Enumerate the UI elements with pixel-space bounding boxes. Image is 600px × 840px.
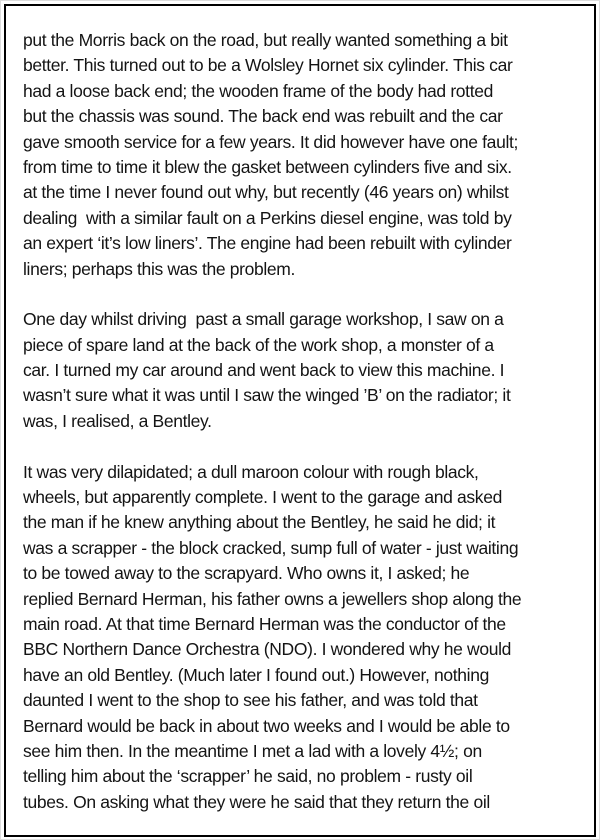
text-line: liners; perhaps this was the problem. [23, 258, 296, 279]
text-line: better. This turned out to be a Wolsley Hornet six cylinder. This car [23, 55, 513, 76]
text-line: see him then. In the meantime I met a lad with a lovely 4½; on [23, 740, 482, 761]
text-line: had a loose back end; the wooden frame of the body had rotted [23, 80, 493, 101]
text-line: from time to time it blew the gasket between cylinders five and six. [23, 156, 512, 177]
text-line: gave smooth service for a few years. It did however have one fault; [23, 131, 519, 152]
text-line: car. I turned my car around and went back to view this machine. I [23, 360, 505, 381]
text-line: main road. At that time Bernard Herman was the conductor of the [23, 613, 506, 634]
text-line: at the time I never found out why, but recently (46 years on) whilst [23, 182, 509, 203]
text-line: replied Bernard Herman, his father owns a jewellers shop along the [23, 588, 522, 609]
text-line: but the chassis was sound. The back end was rebuilt and the car [23, 106, 503, 127]
text-line: put the Morris back on the road, but really wanted something a bit [23, 30, 508, 50]
text-line: BBC Northern Dance Orchestra (NDO). I wondered why he would [23, 639, 512, 660]
paragraph-1 [23, 28, 585, 282]
text-line: an expert ‘it’s low liners’. The engine had been rebuilt with cylinder [23, 233, 512, 254]
paragraph-2 [23, 307, 585, 434]
text-line: tubes. On asking what they were he said that they return the oil [23, 791, 490, 812]
text-line: daunted I went to the shop to see his father, and was told that [23, 690, 478, 711]
text-line: have an old Bentley. (Much later I found out.) However, nothing [23, 664, 489, 685]
paragraph-3 [23, 460, 585, 815]
text-line: Bernard would be back in about two weeks and I would be able to [23, 715, 510, 736]
text-line: to be towed away to the scrapyard. Who owns it, I asked; he [23, 563, 470, 584]
text-line: piece of spare land at the back of the work shop, a monster of a [23, 334, 494, 355]
document-text [23, 28, 585, 815]
text-line: was, I realised, a Bentley. [23, 410, 212, 431]
text-line: wheels, but apparently complete. I went to the garage and asked [23, 487, 502, 508]
text-line: It was very dilapidated; a dull maroon colour with rough black, [23, 461, 479, 482]
text-line: dealing with a similar fault on a Perkins diesel engine, was told by [23, 207, 512, 228]
text-line: was a scrapper - the block cracked, sump full of water - just waiting [23, 537, 519, 558]
text-line: the man if he knew anything about the Bentley, he said he did; it [23, 512, 496, 533]
text-line: wasn’t sure what it was until I saw the winged ’B’ on the radiator; it [23, 385, 511, 406]
text-line: telling him about the ‘scrapper’ he said, no problem - rusty oil [23, 766, 473, 787]
text-line: One day whilst driving past a small garage workshop, I saw on a [23, 309, 504, 330]
